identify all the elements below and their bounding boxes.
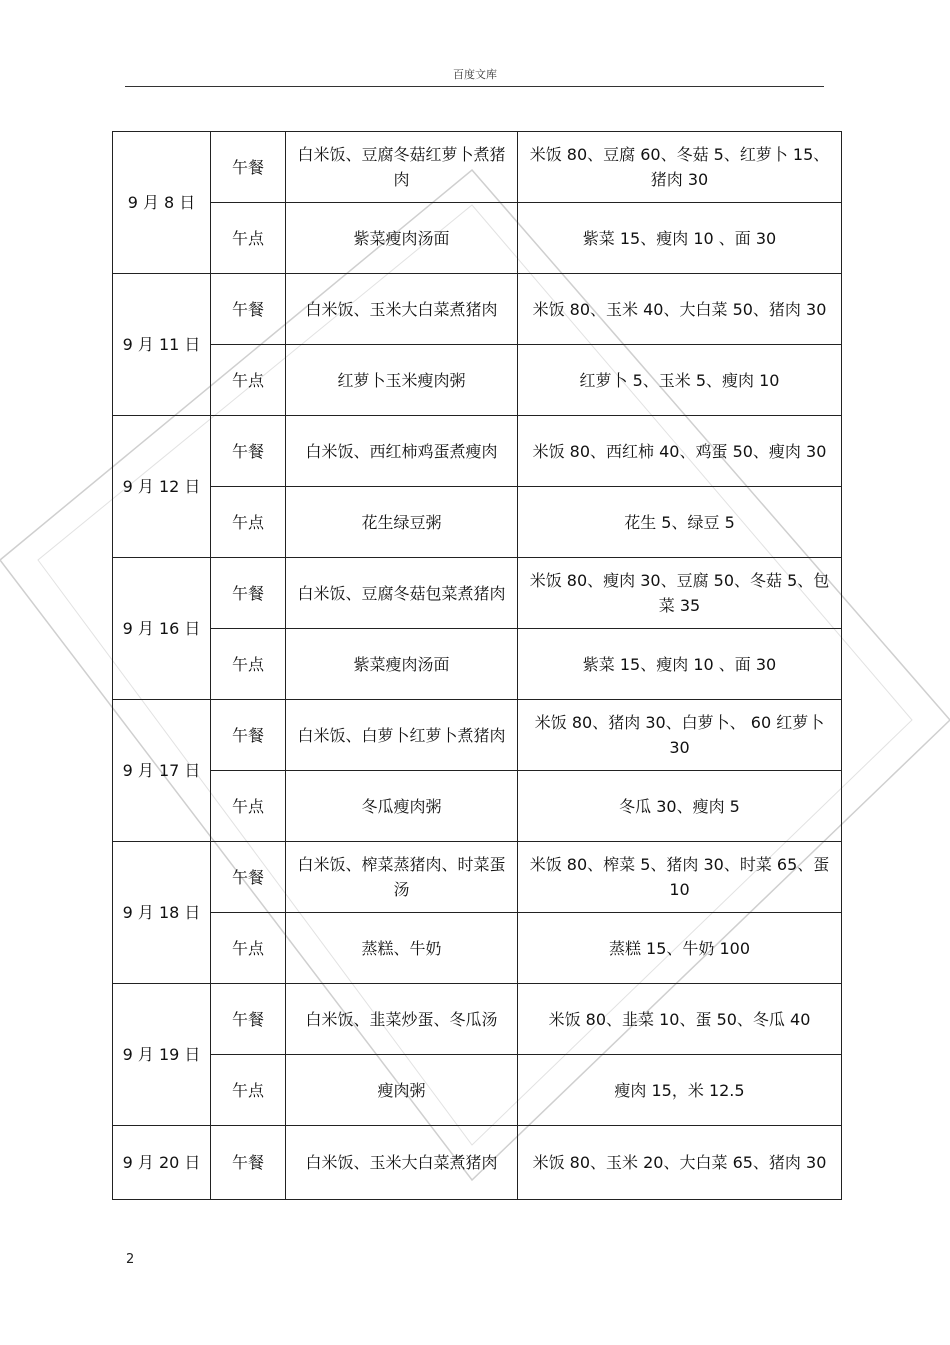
ingredients-cell: 花生 5、绿豆 5 — [518, 487, 842, 558]
ingredients-cell: 米饭 80、西红柿 40、鸡蛋 50、瘦肉 30 — [518, 416, 842, 487]
dish-cell: 白米饭、榨菜蒸猪肉、时菜蛋汤 — [286, 842, 518, 913]
meal-label-cell: 午餐 — [211, 558, 286, 629]
dish-cell: 冬瓜瘦肉粥 — [286, 771, 518, 842]
ingredients-cell: 米饭 80、猪肉 30、白萝卜、 60 红萝卜 30 — [518, 700, 842, 771]
meal-label-cell: 午点 — [211, 913, 286, 984]
meal-label-cell: 午点 — [211, 1055, 286, 1126]
date-cell: 9 月 12 日 — [113, 416, 211, 558]
date-cell: 9 月 11 日 — [113, 274, 211, 416]
dish-cell: 白米饭、西红柿鸡蛋煮瘦肉 — [286, 416, 518, 487]
ingredients-cell: 米饭 80、榨菜 5、猪肉 30、时菜 65、蛋 10 — [518, 842, 842, 913]
ingredients-cell: 米饭 80、玉米 20、大白菜 65、猪肉 30 — [518, 1126, 842, 1200]
dish-cell: 紫菜瘦肉汤面 — [286, 629, 518, 700]
dish-cell: 白米饭、豆腐冬菇红萝卜煮猪肉 — [286, 132, 518, 203]
meal-label-cell: 午餐 — [211, 416, 286, 487]
ingredients-cell: 米饭 80、韭菜 10、蛋 50、冬瓜 40 — [518, 984, 842, 1055]
dish-cell: 白米饭、韭菜炒蛋、冬瓜汤 — [286, 984, 518, 1055]
date-cell: 9 月 8 日 — [113, 132, 211, 274]
ingredients-cell: 米饭 80、豆腐 60、冬菇 5、红萝卜 15、猪肉 30 — [518, 132, 842, 203]
table-row — [113, 203, 842, 274]
meal-label-cell: 午点 — [211, 629, 286, 700]
table-row — [113, 700, 842, 771]
meal-label-cell: 午点 — [211, 487, 286, 558]
menu-table — [112, 131, 842, 1200]
ingredients-cell: 蒸糕 15、牛奶 100 — [518, 913, 842, 984]
table-row — [113, 558, 842, 629]
ingredients-cell: 米饭 80、瘦肉 30、豆腐 50、冬菇 5、包菜 35 — [518, 558, 842, 629]
table-row — [113, 416, 842, 487]
ingredients-cell: 紫菜 15、瘦肉 10 、面 30 — [518, 629, 842, 700]
table-row — [113, 487, 842, 558]
table-row — [113, 913, 842, 984]
table-row — [113, 345, 842, 416]
meal-label-cell: 午餐 — [211, 274, 286, 345]
dish-cell: 瘦肉粥 — [286, 1055, 518, 1126]
date-cell: 9 月 20 日 — [113, 1126, 211, 1200]
date-cell: 9 月 17 日 — [113, 700, 211, 842]
table-row — [113, 1126, 842, 1200]
dish-cell: 白米饭、玉米大白菜煮猪肉 — [286, 274, 518, 345]
date-cell: 9 月 18 日 — [113, 842, 211, 984]
meal-label-cell: 午点 — [211, 203, 286, 274]
meal-label-cell: 午点 — [211, 345, 286, 416]
header-divider — [125, 86, 824, 87]
meal-label-cell: 午餐 — [211, 842, 286, 913]
table-row — [113, 629, 842, 700]
meal-label-cell: 午餐 — [211, 984, 286, 1055]
ingredients-cell: 紫菜 15、瘦肉 10 、面 30 — [518, 203, 842, 274]
dish-cell: 花生绿豆粥 — [286, 487, 518, 558]
page-header: 百度文库 — [453, 68, 497, 81]
table-row — [113, 771, 842, 842]
table-row — [113, 1055, 842, 1126]
date-cell: 9 月 16 日 — [113, 558, 211, 700]
table-row — [113, 132, 842, 203]
date-cell: 9 月 19 日 — [113, 984, 211, 1126]
dish-cell: 白米饭、白萝卜红萝卜煮猪肉 — [286, 700, 518, 771]
table-row — [113, 984, 842, 1055]
table-row — [113, 842, 842, 913]
ingredients-cell: 米饭 80、玉米 40、大白菜 50、猪肉 30 — [518, 274, 842, 345]
meal-label-cell: 午点 — [211, 771, 286, 842]
ingredients-cell: 冬瓜 30、瘦肉 5 — [518, 771, 842, 842]
table-row — [113, 274, 842, 345]
meal-label-cell: 午餐 — [211, 1126, 286, 1200]
dish-cell: 白米饭、豆腐冬菇包菜煮猪肉 — [286, 558, 518, 629]
meal-label-cell: 午餐 — [211, 132, 286, 203]
page-number: 2 — [126, 1252, 135, 1267]
dish-cell: 白米饭、玉米大白菜煮猪肉 — [286, 1126, 518, 1200]
ingredients-cell: 红萝卜 5、玉米 5、瘦肉 10 — [518, 345, 842, 416]
ingredients-cell: 瘦肉 15，米 12.5 — [518, 1055, 842, 1126]
meal-label-cell: 午餐 — [211, 700, 286, 771]
dish-cell: 红萝卜玉米瘦肉粥 — [286, 345, 518, 416]
dish-cell: 紫菜瘦肉汤面 — [286, 203, 518, 274]
dish-cell: 蒸糕、牛奶 — [286, 913, 518, 984]
